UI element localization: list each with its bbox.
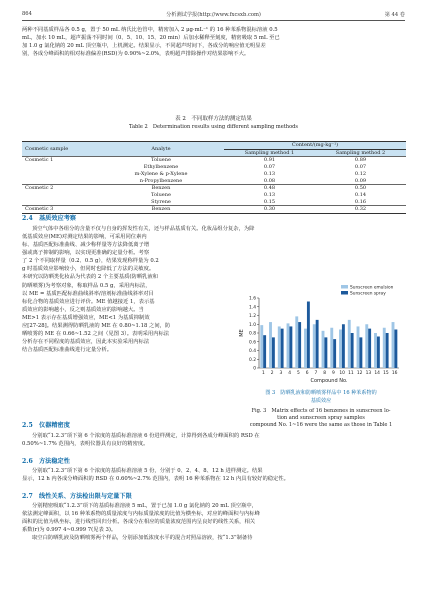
text-line: 了 2 个不同取样量（0.2、0.5 g），结果发现称样量为 0.2 <box>22 258 159 265</box>
header-rule <box>22 20 405 21</box>
text-line: g 时基质效应影响较小，但同时也降低了方法的灵敏度。 <box>22 266 155 273</box>
section-2-5-paragraph <box>22 432 406 448</box>
section-heading-2-4: 2.4 基质效应考察 <box>22 215 77 222</box>
text-line: 分别取“1.2.3”项下第 6 个浓度的基质标准溶液 6 份进样测定，计算得到各成分峰面积的 RSD 在 <box>32 433 260 439</box>
text-line: 晒喷雾的 ME 在 0.66~1.52 之间（见图 3）。表明采用内标法 <box>22 331 170 338</box>
bar-spray <box>272 337 275 368</box>
x-tick-label: 4 <box>288 371 292 376</box>
table-row <box>22 206 406 214</box>
cell-method-2: 0.14 <box>354 191 367 198</box>
text-line: 强或离子抑制的影响，以实现更准确的定量分析。考察 <box>22 250 150 257</box>
y-tick-label: 0.4 <box>249 349 256 355</box>
bar-spray <box>351 333 354 368</box>
table-row <box>22 157 406 164</box>
cell-sample <box>22 164 98 171</box>
section-2-6-paragraph <box>22 467 406 483</box>
x-tick-label: 3 <box>279 371 283 376</box>
cell-sample <box>22 192 98 199</box>
bar-emulsion <box>322 331 325 368</box>
legend-swatch-spray <box>341 291 348 295</box>
text-line: 标、基质匹配标准曲线、减少称样量等方法降低离子增 <box>22 242 150 249</box>
legend-swatch-emulsion <box>341 285 348 289</box>
journal-title: 分析测试学报(http://www.fxcsxb.com) <box>166 12 261 18</box>
y-tick-label: 1.2 <box>249 314 256 320</box>
bar-emulsion <box>269 322 272 368</box>
bar-spray <box>307 302 310 369</box>
y-tick-label: 0 <box>253 366 256 372</box>
bar-emulsion <box>383 328 386 368</box>
bar-spray <box>386 333 389 368</box>
y-tick-label: 1.0 <box>249 322 256 328</box>
table-row <box>22 171 406 178</box>
text-line: 防晒喷雾)为考察对象，称取样品 0.5 g，采用内标法， <box>22 282 151 289</box>
bar-emulsion <box>374 333 377 368</box>
bar-emulsion <box>357 326 360 368</box>
table-row <box>22 185 406 192</box>
cell-method-1: 0.15 <box>263 198 276 205</box>
y-tick-label: 0.2 <box>249 357 256 363</box>
text-line: 系数(r)为 0.997 4~0.999 7(见表 3)。 <box>22 527 117 534</box>
cell-analyte: Toluene <box>151 191 171 198</box>
x-tick-label: 12 <box>356 371 363 376</box>
x-tick-label: 2 <box>270 371 274 376</box>
col-header-method-2: Sampling method 2 <box>315 149 406 157</box>
col-header-method-1: Sampling method 1 <box>224 149 315 157</box>
text-line: 0.50%~1.7% 范围内，表明仪器具有良好的精密度。 <box>22 441 149 448</box>
text-line: 低基质效应(ME)对测定结果的影响，可采用同位素内 <box>22 234 147 240</box>
y-tick-label: 1.4 <box>249 305 256 311</box>
bar-emulsion <box>287 323 290 368</box>
text-line: 取空白防晒乳液及防晒喷雾两个样品，分别添加低浓度水平的混合对照品溶液，按“1.3”制备待 <box>32 535 253 542</box>
section-2-4-paragraph <box>22 233 227 354</box>
text-line: 应[27-28]。结果测得防晒乳液的 ME 在 0.80~1.18 之间，防 <box>22 323 171 330</box>
y-axis-label: ME <box>239 329 245 337</box>
section-2-4-first-line: 顶空气体中各组分的含量不仅与自身的挥发性有关，还与样品基质有关。化妆品组分复杂，为降 <box>32 226 255 232</box>
section-heading-2-7: 2.7 线性关系、方法检出限与定量下限 <box>22 493 132 500</box>
cell-sample: Cosmetic 1 <box>22 157 98 164</box>
text-line: 依法测定峰面积，以 16 种苯系物的质量浓度与内标质量浓度的比值为横坐标，对应的峰面积与内标峰 <box>22 511 260 518</box>
text-line: 加 1.0 g 氯化钠的 20 mL 顶空瓶中，上机测定。结果显示，不同超声时间下，各成分的响应值无明显差 <box>22 43 266 50</box>
cell-method-1: 0.08 <box>263 177 276 184</box>
bar-spray <box>359 337 362 368</box>
bar-spray <box>377 337 380 369</box>
x-tick-label: 7 <box>314 371 318 376</box>
text-line: 分别精密吸取“1.2.3”项下的基质标准溶液 5 mL，置于已加 1.0 g 氯化钠的 20 mL 顶空瓶中， <box>32 503 257 509</box>
figure-caption-en-2: tion and sunscreen spray samples <box>277 415 365 421</box>
bar-spray <box>281 329 284 368</box>
cell-method-1: 0.48 <box>224 185 315 192</box>
x-tick-label: 15 <box>383 371 389 376</box>
text-line: 分析存在不同程度的基质效应，因此本实验采用内标法 <box>22 339 150 346</box>
bar-emulsion <box>295 316 298 368</box>
text-line: 面积的比值为纵坐标，进行线性回归分析。各成分在相应的质量浓度范围内呈良好的线性关系，相关 <box>22 519 256 526</box>
bar-emulsion <box>260 325 263 368</box>
cell-sample <box>22 199 98 206</box>
cell-method-2: 0.89 <box>315 157 406 164</box>
cell-method-2: 0.09 <box>354 177 367 184</box>
bar-emulsion <box>304 329 307 368</box>
cell-analyte: Ethylbenzene <box>143 164 179 171</box>
text-line: 结合基质匹配标准曲线进行定量分析。 <box>22 347 113 354</box>
cell-sample: Cosmetic 3 <box>22 206 98 214</box>
section-2-7-paragraph <box>22 502 406 542</box>
cell-method-2: 0.07 <box>354 164 367 171</box>
x-tick-label: 11 <box>348 371 354 376</box>
section-heading-2-6: 2.6 方法稳定性 <box>22 458 70 465</box>
x-tick-label: 5 <box>296 371 300 376</box>
volume-number: 第 44 卷 <box>384 12 405 18</box>
cell-analyte: Toluene <box>98 157 224 164</box>
cell-sample <box>22 178 98 185</box>
bar-spray <box>298 322 301 368</box>
figure-caption-en-3: compound No. 1~16 were the same as those in Table 1 <box>249 422 393 428</box>
figure-caption-cn-1: 图 3 防晒乳液和防晒喷雾样品中 16 种苯系物的 <box>265 390 377 396</box>
cell-method-1: 0.13 <box>263 170 276 177</box>
cell-method-2: 0.16 <box>354 198 367 205</box>
text-line: ME>1 表示存在基质增强效应，ME<1 为基质抑制效 <box>22 314 150 321</box>
bar-emulsion <box>278 326 281 368</box>
bar-spray <box>316 320 319 368</box>
text-line: mL，加水 10 mL，超声振荡不同时间（0、5、10、15、20 min）后加水稀释至刻度，精密吸取 5 mL 至已 <box>22 35 280 42</box>
results-table <box>22 141 406 214</box>
text-line: 本研究以防晒类化妆品为代表的 2 个主要基质(防晒乳液和 <box>22 274 158 281</box>
table-row <box>22 199 406 206</box>
cell-method-1: 0.07 <box>263 164 276 171</box>
cell-analyte: Benzen <box>98 185 224 192</box>
text-line: 分别取“1.2.3”项下第 6 个浓度的基质标准溶液 5 份，分别于 0、2、4、8、12 h 进样测定。结果 <box>32 468 263 474</box>
y-tick-label: 0.8 <box>249 331 256 337</box>
text-line: 显示，12 h 内各成分峰面积的 RSD 在 0.60%~2.7% 范围内，表明 16 种苯系物在 12 h 内具有较好的稳定性。 <box>22 476 289 483</box>
bar-spray <box>394 330 397 369</box>
cell-sample <box>22 171 98 178</box>
col-header-content: Content/(mg·kg⁻¹) <box>224 142 406 150</box>
legend-label-spray: Sunscreen spray <box>350 291 386 297</box>
x-tick-label: 13 <box>365 371 372 376</box>
col-header-analyte: Analyte <box>98 142 224 157</box>
bar-emulsion <box>313 324 316 368</box>
table-body <box>22 157 406 214</box>
x-tick-label: 1 <box>261 371 265 376</box>
matrix-effect-chart <box>237 282 405 388</box>
y-tick-label: 1.6 <box>249 296 256 302</box>
table-row <box>22 178 406 185</box>
table-header-row <box>22 142 406 150</box>
x-tick-label: 8 <box>323 371 327 376</box>
x-tick-label: 16 <box>391 371 398 376</box>
x-tick-label: 6 <box>305 371 309 376</box>
cell-analyte: Benzen <box>98 206 224 214</box>
cell-method-2: 0.32 <box>315 206 406 214</box>
bar-spray <box>333 339 336 368</box>
bar-emulsion <box>348 320 351 368</box>
y-tick-label: 0.6 <box>249 340 256 346</box>
legend-label-emulsion: Sunscreen emulsion <box>350 285 394 291</box>
cell-method-2: 0.12 <box>354 170 367 177</box>
bar-spray <box>368 329 371 368</box>
bar-emulsion <box>365 324 368 368</box>
intro-paragraph <box>22 26 406 58</box>
x-tick-label: 14 <box>374 371 380 376</box>
cell-analyte: m-Xylene & p-Xylene <box>134 170 188 177</box>
page-number: 864 <box>22 11 32 17</box>
section-heading-2-5: 2.5 仪器精密度 <box>22 422 70 429</box>
bar-emulsion <box>392 322 395 368</box>
cell-method-1: 0.13 <box>263 191 276 198</box>
bar-spray <box>263 335 266 368</box>
col-header-sample: Cosmetic sample <box>22 142 98 157</box>
figure-caption-cn-2: 基质效应 <box>310 398 332 404</box>
cell-sample: Cosmetic 2 <box>22 185 98 192</box>
bar-emulsion <box>330 328 333 368</box>
table-caption-cn: 表 2 不同取样方法的测定结果 <box>175 116 252 122</box>
cell-method-1: 0.30 <box>224 206 315 214</box>
text-line: 两种不同基质样品各 0.5 g，置于 50 mL 纳氏比色管中，精密加入 2 μg·mL⁻¹ 的 16 种苯系物混标溶液 0.5 <box>22 27 278 33</box>
text-line: 以 ME = 基质匹配标准曲线斜率/溶剂标准曲线斜率对目 <box>22 290 154 297</box>
cell-method-2: 0.50 <box>315 185 406 192</box>
table-row <box>22 192 406 199</box>
x-axis-label: Compound No. <box>310 378 348 384</box>
x-tick-label: 9 <box>331 371 335 376</box>
cell-analyte: Styrene <box>151 198 171 205</box>
cell-method-1: 0.91 <box>224 157 315 164</box>
x-tick-label: 10 <box>339 371 345 376</box>
table-caption-en: Table 2 Determination results using different sampling methods <box>128 124 299 130</box>
bar-spray <box>324 337 327 368</box>
bar-spray <box>289 326 292 368</box>
bar-spray <box>342 324 345 368</box>
text-line: 标化合物的基质效应进行评价。ME 值越接近 1，表示基 <box>22 298 155 305</box>
text-line: 质效应的影响越小，反之则基质效应的影响越大。当 <box>22 306 144 313</box>
table-row <box>22 164 406 171</box>
text-line: 别，各成分峰面积的相对标准偏差(RSD)为 0.90%~2.0%，表明超声排除操作对结果影响不大。 <box>22 51 250 58</box>
figure-caption-en-1: Fig. 3 Matrix effects of 16 benzenes in sunscreen lo- <box>251 408 391 414</box>
bar-emulsion <box>339 330 342 369</box>
cell-analyte: n-Propylbenzene <box>139 177 183 184</box>
